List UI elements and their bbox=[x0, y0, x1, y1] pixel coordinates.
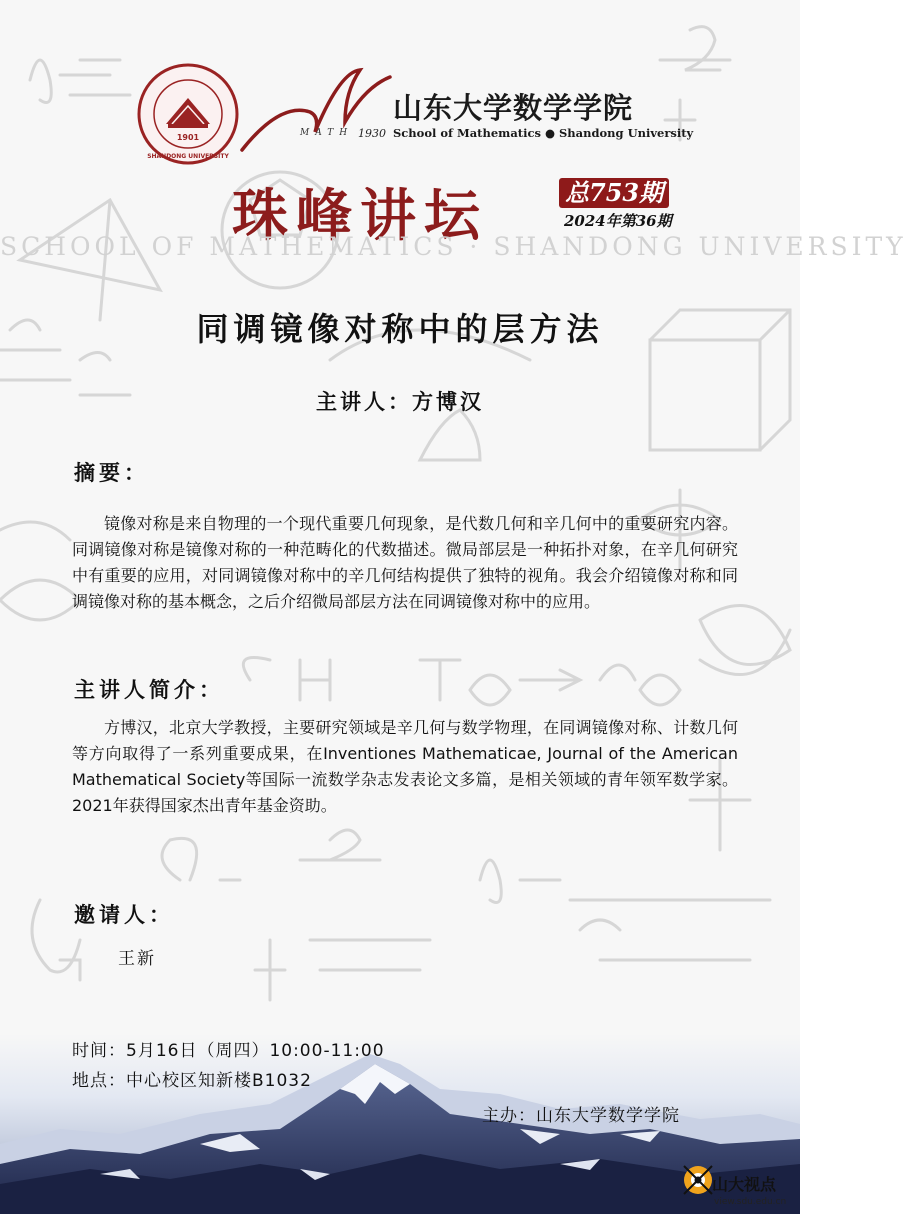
math-logo-word: MATH bbox=[300, 128, 354, 138]
issue-year-label: 2024年第36期 bbox=[564, 212, 672, 230]
speaker-line: 主讲人：方博汉 bbox=[316, 390, 484, 414]
svg-text:SHANDONG UNIVERSITY: SHANDONG UNIVERSITY bbox=[147, 153, 229, 160]
speaker-bio-heading: 主讲人简介： bbox=[74, 677, 224, 702]
school-watermark: SCHOOL OF MATHEMATICS · SHANDONG UNIVERSITY bbox=[0, 232, 907, 261]
inviter-heading: 邀请人： bbox=[74, 902, 174, 927]
lecture-title: 同调镜像对称中的层方法 bbox=[196, 310, 604, 348]
event-organizer: 主办：山东大学数学学院 bbox=[482, 1106, 680, 1126]
school-name-english: School of Mathematics ● Shandong University bbox=[393, 126, 694, 140]
forum-title: 珠峰讲坛 bbox=[232, 183, 488, 249]
sdu-view-name: 山大视点 bbox=[712, 1175, 777, 1194]
inviter-name: 王新 bbox=[118, 949, 156, 969]
shandong-university-seal bbox=[136, 62, 240, 166]
math-logo-year: 1930 bbox=[358, 127, 386, 140]
event-time: 时间：5月16日（周四）10:00-11:00 bbox=[72, 1041, 385, 1061]
event-place: 地点：中心校区知新楼B1032 bbox=[72, 1071, 312, 1091]
sdu-view-url: view.sdu.edu.cn bbox=[714, 1197, 787, 1207]
abstract-text: 镜像对称是来自物理的一个现代重要几何现象，是代数几何和辛几何中的重要研究内容。同调镜像对称是镜像对称的一种范畴化的代数描述。微局部层是一种拓扑对象，在辛几何研究中有重要的应用，对同调镜像对称中的辛几何结构提供了独特的视角。我会介绍镜像对称和同调镜像对称的基本概念，之后介绍微局部层方法在同调镜像对称中的应用。 bbox=[72, 514, 738, 611]
abstract-heading: 摘要： bbox=[74, 460, 149, 485]
issue-total-badge: 总753期 bbox=[559, 178, 669, 208]
speaker-bio-text: 方博汉，北京大学教授，主要研究领域是辛几何与数学物理，在同调镜像对称、计数几何等方向取得了一系列重要成果，在Inventiones Mathematicae, Journal of the American Mathematical Society等国际一流数学杂志发表论文多篇，是相关领域的青年领军数学家。2021年获得国家杰出青年基金资助。 bbox=[72, 718, 738, 815]
svg-text:1901: 1901 bbox=[176, 133, 200, 142]
school-name-chinese: 山东大学数学学院 bbox=[393, 91, 634, 125]
